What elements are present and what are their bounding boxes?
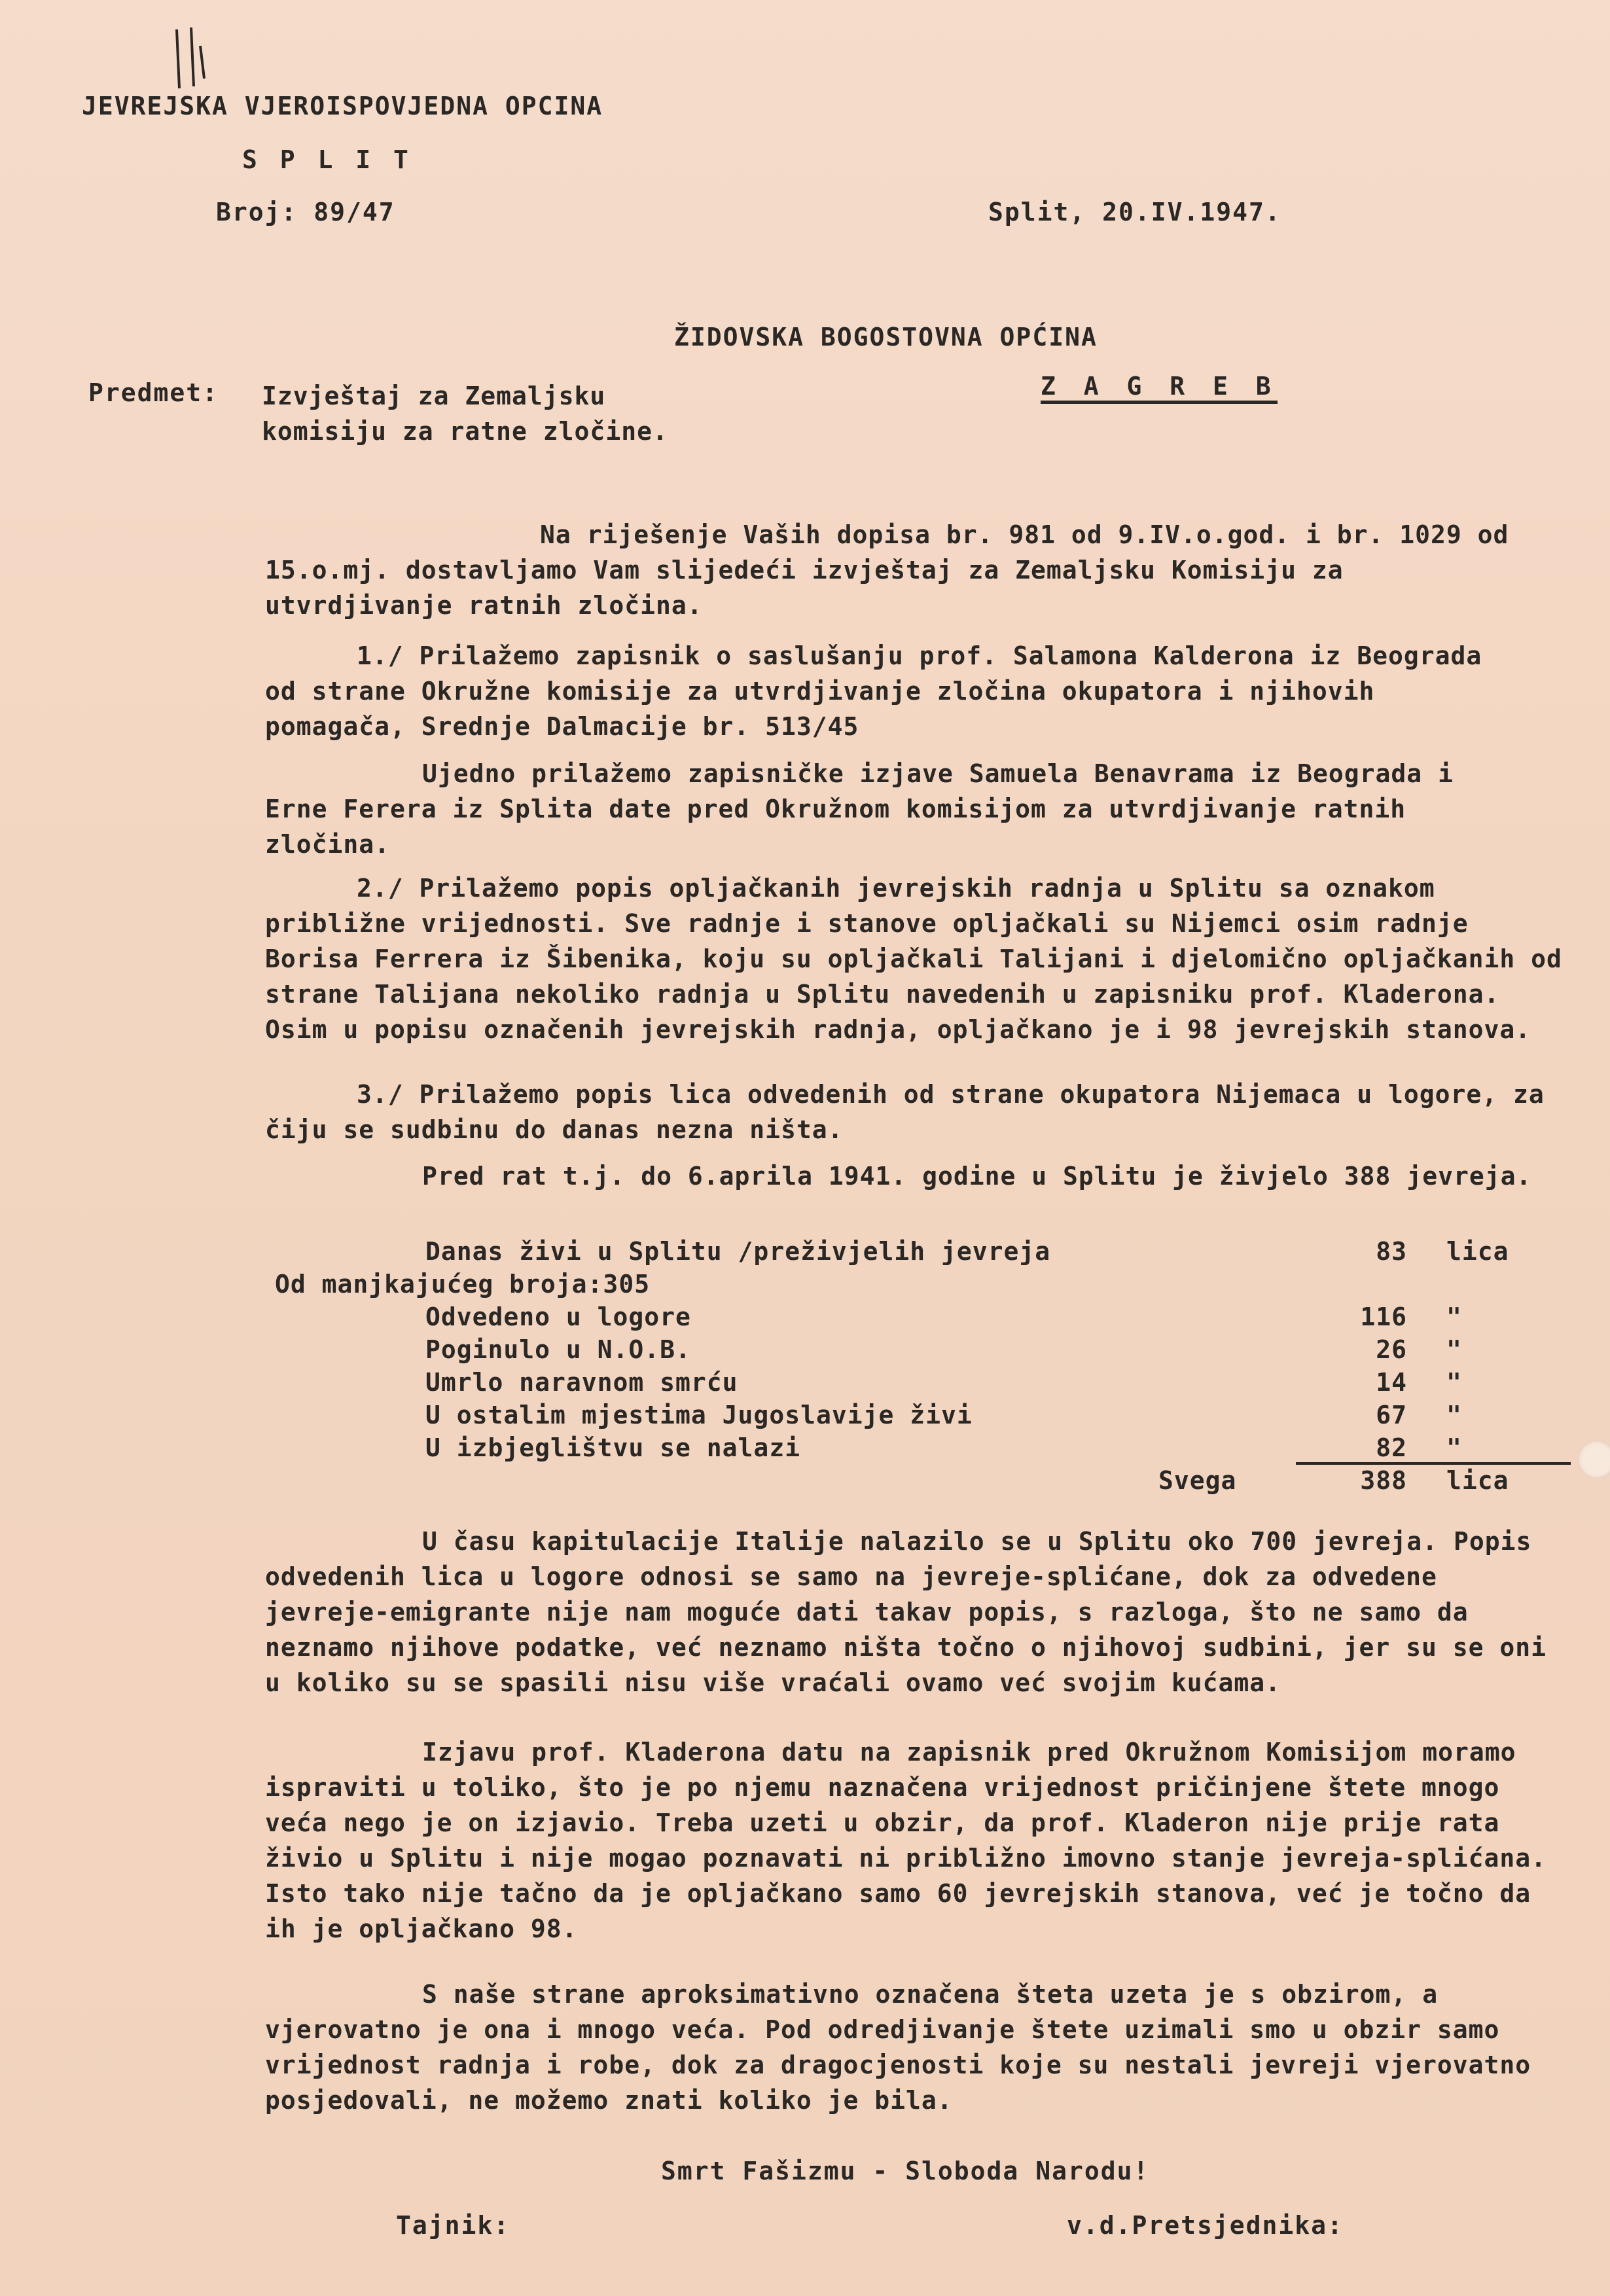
row-value: 116 [1360, 1302, 1407, 1331]
paragraph-8: Izjavu prof. Kladerona datu na zapisnik pred Okružnom Komisijom moramo ispraviti u toliko, što je po njemu naznačena vrijednost pričinjene štete mnogo veća nego je on izjavio. Treba uzeti u obzir, da prof. Kladeron nije prije rata živio u Splitu i nije mogao poznavati ni približno imovno stanje jevreja-splićana. Isto tako nije tačno da je opljačkano samo 60 jevrejskih stanova, već je točno da ih je opljačkano 98. [265, 1738, 1547, 1943]
org-name: JEVREJSKA VJEROISPOVJEDNA OPCINA [82, 92, 603, 120]
paragraph-3: Ujedno prilažemo zapisničke izjave Samuela Benavrama iz Beograda i Erne Ferera iz Splita date pred Okružnom komisijom za utvrdjivanje ratnih zločina. [265, 759, 1454, 859]
total-label: Svega [1158, 1466, 1237, 1495]
table-row [275, 1433, 1518, 1466]
row-unit: " [1446, 1368, 1462, 1397]
table-row [275, 1302, 1518, 1335]
row-label: Umrlo naravnom smrću [425, 1368, 738, 1397]
recipient-city: Z A G R E B [1041, 372, 1278, 404]
table-row [275, 1270, 1518, 1302]
row-value: 14 [1376, 1368, 1407, 1397]
table-row [275, 1237, 1518, 1270]
table-row [275, 1401, 1518, 1433]
recipient-name: ŽIDOVSKA BOGOSTOVNA OPĆINA [674, 323, 1098, 351]
row-label: U izbjeglištvu se nalazi [425, 1433, 801, 1462]
paragraph-7: U času kapitulacije Italije nalazilo se u Splitu oko 700 jevreja. Popis odvedenih lica u logore odnosi se samo na jevreje-splićane, dok za odvedene jevreje-emigrante nije nam moguće dati takav popis, s razloga, što ne samo da neznamo njihove podatke, već neznamo ništa točno o njihovoj sudbini, jer su se oni u koliko su se spasili nisu više vraćali ovamo već svojim kućama. [265, 1527, 1547, 1697]
row-label: Danas živi u Splitu /preživjelih jevreja [425, 1237, 1051, 1266]
row-label: U ostalim mjestima Jugoslavije živi [425, 1401, 973, 1429]
total-unit: lica [1446, 1466, 1509, 1495]
paragraph-2: 1./ Prilažemo zapisnik o saslušanju prof. Salamona Kalderona iz Beograda od strane Okružne komisije za utvrdjivanje zločina okupatora i njihovih pomagača, Srednje Dalmacije br. 513/45 [265, 641, 1482, 741]
secretary-signature-label: Tajnik: [396, 2211, 510, 2240]
president-signature-label: v.d.Pretsjednika: [1067, 2211, 1344, 2240]
row-label: Odvedeno u logore [425, 1302, 691, 1331]
row-unit: " [1446, 1433, 1462, 1462]
table-row [275, 1335, 1518, 1368]
pen-mark-icon [171, 26, 211, 92]
subject-text: Izvještaj za Zemaljsku komisiju za ratne zločine. [262, 382, 668, 446]
row-value: 83 [1376, 1237, 1407, 1266]
row-unit: lica [1446, 1237, 1509, 1266]
paragraph-5: 3./ Prilažemo popis lica odvedenih od strane okupatora Nijemaca u logore, za čiju se sudbinu do danas nezna ništa. [265, 1080, 1545, 1144]
salute: Smrt Fašizmu - Sloboda Narodu! [661, 2157, 1150, 2185]
org-city: S P L I T [242, 145, 412, 174]
row-unit: " [1446, 1302, 1462, 1331]
row-value: 82 [1376, 1433, 1407, 1462]
sum-rule [1296, 1462, 1571, 1465]
row-label: Poginulo u N.O.B. [425, 1335, 691, 1364]
paragraph-4: 2./ Prilažemo popis opljačkanih jevrejskih radnja u Splitu sa oznakom približne vrijednosti. Sve radnje i stanove opljačkali su Nijemci osim radnje Borisa Ferrera iz Šibenika, koju su opljačkali Talijani i djelomično opljačkanih od strane Talijana nekoliko radnja u Splitu navedenih u zapisniku prof. Kladerona. Osim u popisu označenih jevrejskih radnja, opljačkano je i 98 jevrejskih stanova. [265, 874, 1562, 1044]
row-label: Od manjkajućeg broja:305 [275, 1270, 651, 1299]
row-unit: " [1446, 1335, 1462, 1364]
row-unit: " [1446, 1401, 1462, 1429]
row-value: 26 [1376, 1335, 1407, 1364]
reference-number: Broj: 89/47 [216, 198, 395, 226]
punch-hole [1577, 1440, 1610, 1479]
subject-label: Predmet: [88, 378, 219, 407]
total-value: 388 [1360, 1466, 1407, 1495]
place-date: Split, 20.IV.1947. [988, 198, 1281, 226]
paragraph-6: Pred rat t.j. do 6.aprila 1941. godine u Splitu je živjelo 388 jevreja. [422, 1162, 1532, 1191]
population-table [275, 1237, 1518, 1499]
table-total-row [275, 1466, 1518, 1499]
table-row [275, 1368, 1518, 1401]
paragraph-1: Na riješenje Vaših dopisa br. 981 od 9.IV.o.god. i br. 1029 od 15.o.mj. dostavljamo Vam slijedeći izvještaj za Zemaljsku Komisiju za utvrdjivanje ratnih zločina. [265, 520, 1509, 620]
paragraph-9: S naše strane aproksimativno označena šteta uzeta je s obzirom, a vjerovatno je ona i mnogo veća. Pod odredjivanje štete uzimali smo u obzir samo vrijednost radnja i robe, dok za dragocjenosti koje su nestali jevreji vjerovatno posjedovali, ne možemo znati koliko je bila. [265, 1980, 1531, 2115]
row-value: 67 [1376, 1401, 1407, 1429]
